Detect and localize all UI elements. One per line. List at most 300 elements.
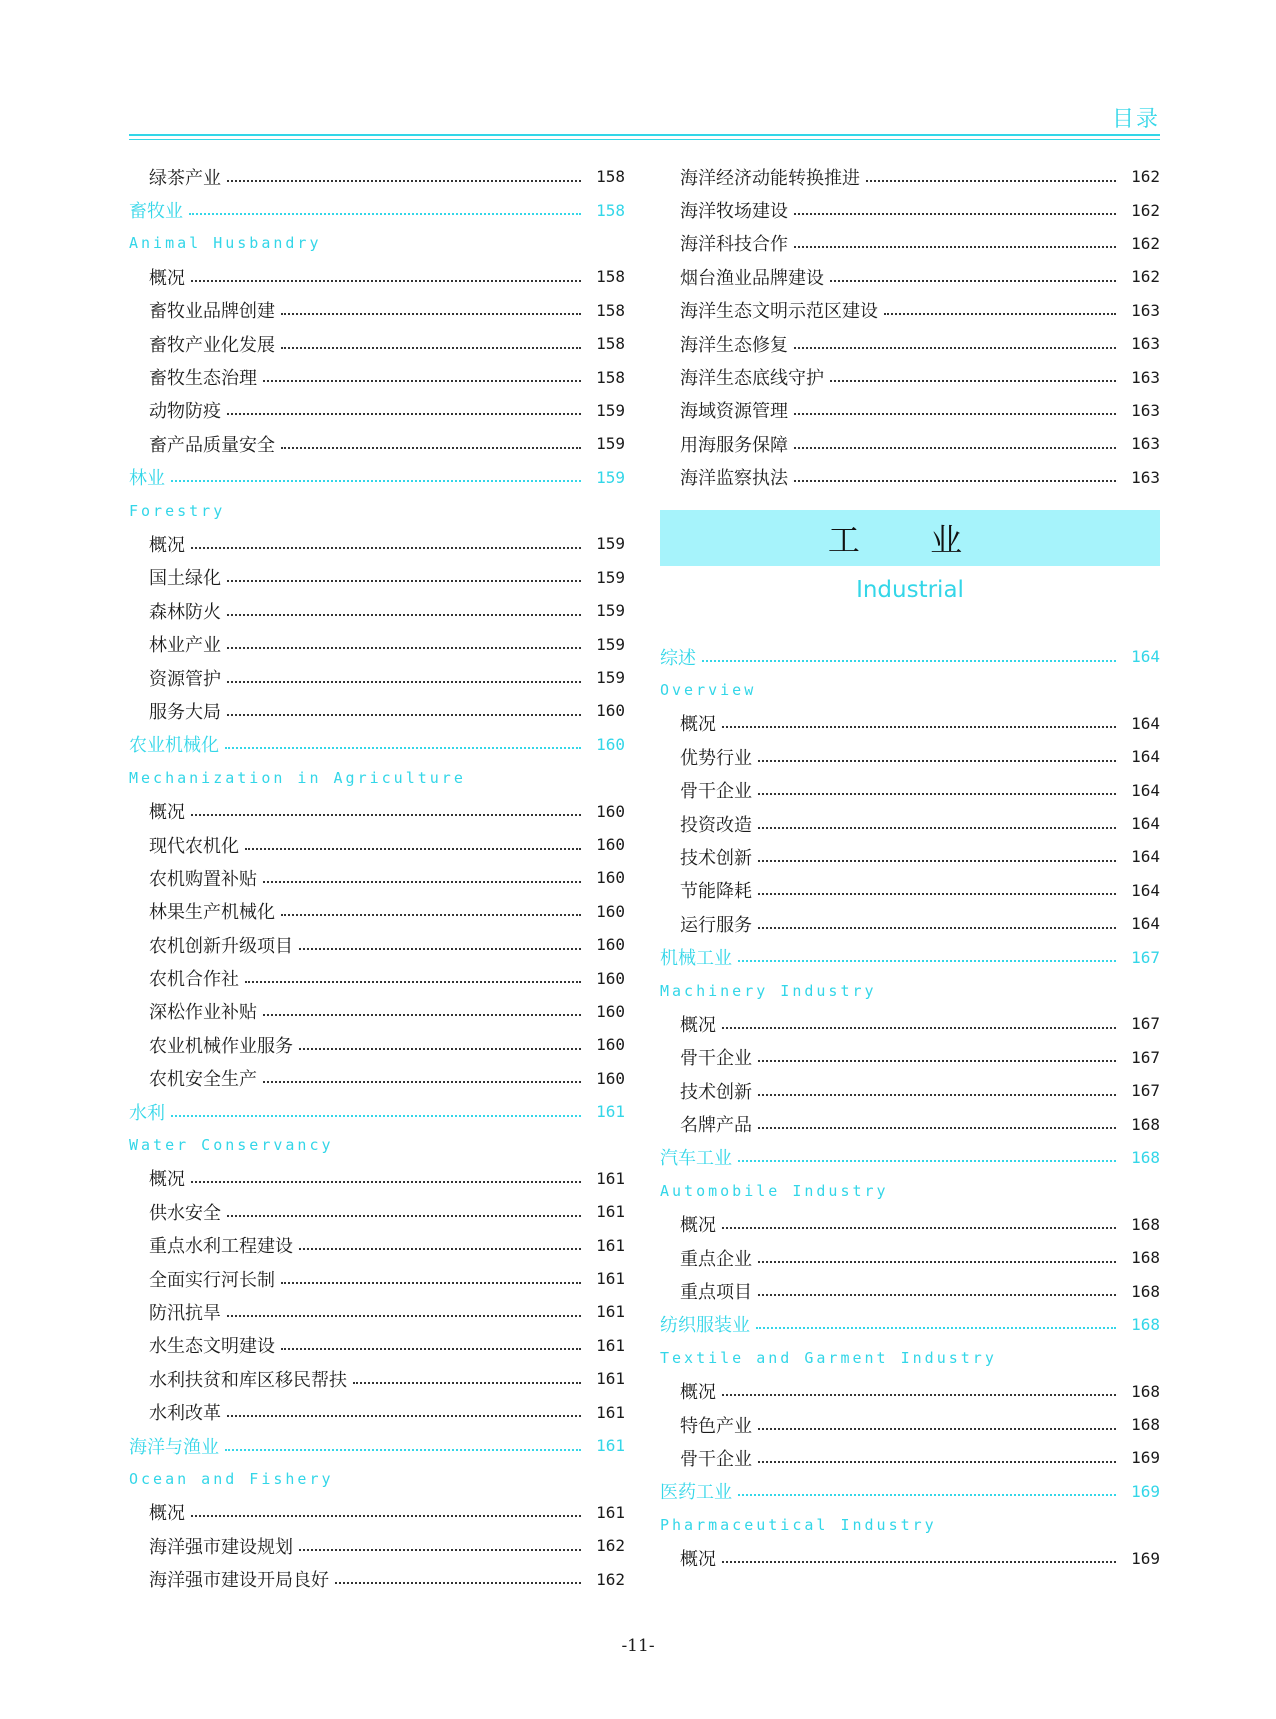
toc-right-top	[660, 160, 1160, 494]
toc-entry-title: 概况	[149, 1169, 185, 1191]
toc-entry-title: 海洋强市建设规划	[149, 1536, 293, 1558]
toc-entry-page: 159	[596, 601, 625, 621]
dot-leader	[722, 1227, 1116, 1229]
dot-leader	[227, 413, 581, 415]
toc-entry-title: 骨干企业	[680, 781, 752, 803]
toc-entry-title: 重点企业	[680, 1248, 752, 1270]
toc-entry[interactable]	[129, 594, 625, 627]
toc-entry-page: 160	[596, 901, 625, 921]
toc-section-english	[660, 673, 1160, 706]
toc-entry[interactable]	[129, 861, 625, 894]
dot-leader	[191, 280, 581, 282]
dot-leader	[263, 881, 581, 883]
toc-entry[interactable]	[129, 1162, 625, 1195]
toc-entry-page: 162	[596, 1536, 625, 1556]
toc-entry-title: 概况	[680, 1382, 716, 1404]
toc-entry-title: 概况	[680, 714, 716, 736]
toc-entry[interactable]	[660, 193, 1160, 226]
dot-leader	[189, 213, 581, 215]
toc-section-entry[interactable]	[660, 1475, 1160, 1508]
toc-entry[interactable]	[660, 461, 1160, 494]
toc-entry-page: 163	[1131, 434, 1160, 454]
toc-entry-page: 161	[596, 1269, 625, 1289]
toc-entry[interactable]	[660, 1107, 1160, 1140]
header-rule	[129, 134, 1160, 140]
toc-entry-page: 168	[1131, 1248, 1160, 1268]
toc-entry[interactable]	[129, 160, 625, 193]
toc-entry-page: 160	[596, 801, 625, 821]
toc-entry[interactable]	[660, 1541, 1160, 1574]
dot-leader	[227, 614, 581, 616]
toc-entry-page: 159	[596, 400, 625, 420]
toc-entry-title: 资源管护	[149, 668, 221, 690]
dot-leader	[281, 313, 581, 315]
dot-leader	[758, 860, 1116, 862]
toc-entry-page: 164	[1131, 647, 1160, 667]
toc-entry-page: 164	[1131, 747, 1160, 767]
toc-entry-page: 164	[1131, 847, 1160, 867]
toc-entry-page: 164	[1131, 780, 1160, 800]
dot-leader	[281, 1282, 581, 1284]
toc-entry-title: 海域资源管理	[680, 401, 788, 423]
chapter-title: 工 业	[827, 520, 993, 559]
toc-entry[interactable]	[129, 1295, 625, 1328]
toc-entry-title: 海洋生态修复	[680, 334, 788, 356]
toc-section-entry[interactable]	[129, 1429, 625, 1462]
toc-entry-page: 168	[1131, 1214, 1160, 1234]
toc-entry-title: 海洋与渔业	[129, 1436, 219, 1458]
toc-entry-page: 161	[596, 1335, 625, 1355]
dot-leader	[758, 1261, 1116, 1263]
toc-entry[interactable]	[129, 1562, 625, 1595]
toc-entry[interactable]	[129, 427, 625, 460]
toc-entry-page: 160	[596, 1035, 625, 1055]
toc-entry[interactable]	[660, 327, 1160, 360]
toc-entry-title: Mechanization in Agriculture	[129, 768, 466, 787]
toc-entry[interactable]	[129, 394, 625, 427]
toc-entry-page: 167	[1131, 947, 1160, 967]
toc-section-english	[129, 227, 625, 260]
dot-leader	[758, 1127, 1116, 1129]
dot-leader	[794, 447, 1116, 449]
toc-entry-page: 159	[596, 567, 625, 587]
toc-section-entry[interactable]	[660, 1308, 1160, 1341]
toc-entry-title: 骨干企业	[680, 1048, 752, 1070]
dot-leader	[335, 1582, 581, 1584]
toc-entry-page: 163	[1131, 300, 1160, 320]
toc-section-english	[660, 1508, 1160, 1541]
toc-entry-page: 168	[1131, 1314, 1160, 1334]
toc-entry-page: 169	[1131, 1548, 1160, 1568]
toc-entry[interactable]	[660, 1007, 1160, 1040]
toc-entry-title: 海洋生态文明示范区建设	[680, 301, 878, 323]
toc-section-english	[129, 761, 625, 794]
toc-entry[interactable]	[129, 260, 625, 293]
toc-entry-title: 技术创新	[680, 847, 752, 869]
toc-entry-title: 森林防火	[149, 601, 221, 623]
toc-entry-title: Ocean and Fishery	[129, 1469, 334, 1488]
dot-leader	[722, 1561, 1116, 1563]
dot-leader	[299, 1549, 581, 1551]
dot-leader	[758, 1060, 1116, 1062]
toc-entry-page: 161	[596, 1235, 625, 1255]
toc-entry-page: 158	[596, 167, 625, 187]
toc-entry-title: 烟台渔业品牌建设	[680, 267, 824, 289]
toc-entry-title: 概况	[680, 1014, 716, 1036]
toc-entry-title: 水利扶贫和库区移民帮扶	[149, 1369, 347, 1391]
toc-entry-page: 162	[1131, 167, 1160, 187]
toc-section-english	[660, 1174, 1160, 1207]
toc-entry-page: 161	[596, 1102, 625, 1122]
toc-entry-title: Forestry	[129, 501, 226, 520]
toc-entry[interactable]	[129, 1062, 625, 1095]
toc-entry-page: 169	[1131, 1448, 1160, 1468]
toc-entry[interactable]	[129, 961, 625, 994]
toc-entry-title: Textile and Garment Industry	[660, 1348, 997, 1367]
toc-entry-title: 供水安全	[149, 1202, 221, 1224]
toc-entry[interactable]	[660, 1041, 1160, 1074]
dot-leader	[263, 380, 581, 382]
toc-entry-title: 水利改革	[149, 1403, 221, 1425]
toc-entry-title: Pharmaceutical Industry	[660, 1515, 937, 1534]
dot-leader	[758, 1094, 1116, 1096]
toc-right-column	[660, 160, 1160, 1575]
toc-entry[interactable]	[129, 527, 625, 560]
toc-entry-title: 海洋科技合作	[680, 234, 788, 256]
toc-entry[interactable]	[660, 907, 1160, 940]
toc-entry-page: 158	[596, 267, 625, 287]
dot-leader	[794, 213, 1116, 215]
toc-entry-page: 163	[1131, 334, 1160, 354]
toc-section-entry[interactable]	[660, 640, 1160, 673]
toc-entry[interactable]	[129, 1229, 625, 1262]
dot-leader	[758, 1294, 1116, 1296]
toc-entry-title: Water Conservancy	[129, 1136, 334, 1155]
toc-entry[interactable]	[660, 1274, 1160, 1307]
toc-entry[interactable]	[129, 995, 625, 1028]
toc-entry[interactable]	[129, 1262, 625, 1295]
dot-leader	[299, 948, 581, 950]
toc-entry[interactable]	[129, 561, 625, 594]
dot-leader	[758, 827, 1116, 829]
toc-entry[interactable]	[129, 294, 625, 327]
dot-leader	[263, 1014, 581, 1016]
toc-entry-title: 水利	[129, 1102, 165, 1124]
toc-entry-page: 164	[1131, 713, 1160, 733]
toc-section-entry[interactable]	[129, 193, 625, 226]
toc-entry[interactable]	[660, 874, 1160, 907]
toc-entry-page: 158	[596, 367, 625, 387]
dot-leader	[794, 347, 1116, 349]
toc-entry-title: 海洋强市建设开局良好	[149, 1570, 329, 1592]
dot-leader	[702, 660, 1116, 662]
page-header-title: 目录	[1111, 107, 1160, 132]
toc-entry-title: 投资改造	[680, 814, 752, 836]
toc-entry-title: 农机购置补贴	[149, 868, 257, 890]
toc-entry-title: 优势行业	[680, 747, 752, 769]
toc-entry-page: 160	[596, 1001, 625, 1021]
toc-entry-page: 158	[596, 200, 625, 220]
dot-leader	[227, 580, 581, 582]
toc-entry-title: 林业	[129, 468, 165, 490]
toc-entry-title: 农业机械化	[129, 735, 219, 757]
toc-entry-title: 用海服务保障	[680, 434, 788, 456]
toc-entry-title: 林果生产机械化	[149, 902, 275, 924]
toc-section-entry[interactable]	[660, 1141, 1160, 1174]
toc-entry[interactable]	[129, 1329, 625, 1362]
toc-entry[interactable]	[129, 1195, 625, 1228]
toc-entry-title: 畜牧产业化发展	[149, 334, 275, 356]
toc-entry-title: 名牌产品	[680, 1115, 752, 1137]
toc-entry-page: 159	[596, 668, 625, 688]
toc-entry-title: Machinery Industry	[660, 981, 877, 1000]
dot-leader	[758, 927, 1116, 929]
toc-entry-page: 167	[1131, 1014, 1160, 1034]
toc-entry[interactable]	[129, 1028, 625, 1061]
toc-entry-title: 畜牧业品牌创建	[149, 301, 275, 323]
toc-entry-page: 161	[596, 1436, 625, 1456]
toc-entry[interactable]	[660, 260, 1160, 293]
dot-leader	[191, 1181, 581, 1183]
dot-leader	[227, 681, 581, 683]
chapter-subtitle: Industrial	[856, 576, 964, 603]
toc-entry-title: 骨干企业	[680, 1448, 752, 1470]
toc-entry-page: 168	[1131, 1281, 1160, 1301]
dot-leader	[758, 1461, 1116, 1463]
toc-entry-title: 综述	[660, 647, 696, 669]
toc-entry[interactable]	[660, 1074, 1160, 1107]
toc-entry-page: 163	[1131, 367, 1160, 387]
toc-entry-title: 畜牧业	[129, 201, 183, 223]
dot-leader	[794, 246, 1116, 248]
toc-entry[interactable]	[660, 1441, 1160, 1474]
toc-entry-page: 161	[596, 1202, 625, 1222]
dot-leader	[722, 726, 1116, 728]
toc-left-column	[129, 160, 625, 1596]
dot-leader	[227, 1315, 581, 1317]
toc-entry-page: 164	[1131, 880, 1160, 900]
toc-entry[interactable]	[129, 1496, 625, 1529]
dot-leader	[794, 413, 1116, 415]
toc-entry-title: 纺织服装业	[660, 1315, 750, 1337]
toc-entry[interactable]	[660, 427, 1160, 460]
toc-entry-title: 畜牧生态治理	[149, 368, 257, 390]
toc-entry[interactable]	[660, 394, 1160, 427]
toc-entry[interactable]	[660, 360, 1160, 393]
toc-entry-page: 158	[596, 300, 625, 320]
toc-entry-title: 特色产业	[680, 1415, 752, 1437]
dot-leader	[227, 180, 581, 182]
toc-entry-title: 节能降耗	[680, 881, 752, 903]
toc-section-english	[129, 1128, 625, 1161]
toc-entry-title: 重点水利工程建设	[149, 1236, 293, 1258]
toc-entry[interactable]	[129, 828, 625, 861]
toc-entry[interactable]	[129, 895, 625, 928]
dot-leader	[245, 981, 581, 983]
toc-section-entry[interactable]	[660, 940, 1160, 973]
dot-leader	[281, 1348, 581, 1350]
dot-leader	[758, 1428, 1116, 1430]
toc-entry[interactable]	[660, 1241, 1160, 1274]
toc-entry-title: 农机安全生产	[149, 1069, 257, 1091]
dot-leader	[830, 380, 1116, 382]
toc-entry-page: 162	[1131, 233, 1160, 253]
toc-entry[interactable]	[129, 327, 625, 360]
toc-entry[interactable]	[129, 360, 625, 393]
toc-entry-title: 海洋监察执法	[680, 468, 788, 490]
toc-entry-page: 161	[596, 1302, 625, 1322]
dot-leader	[227, 1215, 581, 1217]
toc-entry-page: 158	[596, 334, 625, 354]
toc-entry[interactable]	[129, 627, 625, 660]
toc-entry-title: 重点项目	[680, 1282, 752, 1304]
dot-leader	[227, 1415, 581, 1417]
toc-entry-title: 服务大局	[149, 701, 221, 723]
toc-section-english	[129, 494, 625, 527]
toc-entry-title: 国土绿化	[149, 568, 221, 590]
toc-entry-title: 深松作业补贴	[149, 1002, 257, 1024]
dot-leader	[191, 814, 581, 816]
toc-entry-page: 168	[1131, 1147, 1160, 1167]
toc-entry-title: 海洋牧场建设	[680, 201, 788, 223]
toc-entry[interactable]	[660, 840, 1160, 873]
toc-entry-title: 海洋生态底线守护	[680, 368, 824, 390]
dot-leader	[227, 714, 581, 716]
toc-entry-title: 技术创新	[680, 1081, 752, 1103]
dot-leader	[299, 1048, 581, 1050]
toc-entry-page: 161	[596, 1369, 625, 1389]
dot-leader	[722, 1027, 1116, 1029]
toc-entry-title: 动物防疫	[149, 401, 221, 423]
dot-leader	[758, 760, 1116, 762]
page-number: -11-	[621, 1636, 655, 1656]
toc-entry-title: 现代农机化	[149, 835, 239, 857]
toc-entry[interactable]	[129, 1529, 625, 1562]
toc-entry-title: 概况	[680, 1215, 716, 1237]
toc-entry[interactable]	[129, 928, 625, 961]
dot-leader	[794, 480, 1116, 482]
dot-leader	[738, 960, 1116, 962]
toc-entry-title: Automobile Industry	[660, 1181, 889, 1200]
toc-entry-page: 168	[1131, 1415, 1160, 1435]
toc-entry-title: 农机合作社	[149, 969, 239, 991]
dot-leader	[758, 793, 1116, 795]
toc-entry[interactable]	[660, 1208, 1160, 1241]
toc-entry-title: 概况	[149, 1503, 185, 1525]
toc-entry-title: Animal Husbandry	[129, 234, 322, 253]
dot-leader	[353, 1382, 581, 1384]
toc-entry-page: 162	[1131, 267, 1160, 287]
toc-entry[interactable]	[129, 1362, 625, 1395]
dot-leader	[225, 747, 581, 749]
dot-leader	[758, 893, 1116, 895]
toc-section-entry[interactable]	[129, 461, 625, 494]
toc-section-entry[interactable]	[129, 728, 625, 761]
toc-entry[interactable]	[660, 1408, 1160, 1441]
toc-entry-title: 概况	[149, 802, 185, 824]
toc-entry-page: 167	[1131, 1047, 1160, 1067]
toc-section-english	[660, 1341, 1160, 1374]
toc-entry-title: 水生态文明建设	[149, 1336, 275, 1358]
toc-entry-page: 160	[596, 701, 625, 721]
toc-entry-page: 159	[596, 434, 625, 454]
toc-entry-page: 159	[596, 534, 625, 554]
toc-entry[interactable]	[129, 694, 625, 727]
toc-entry-title: 绿茶产业	[149, 167, 221, 189]
toc-entry[interactable]	[660, 1375, 1160, 1408]
toc-entry-page: 162	[1131, 200, 1160, 220]
toc-entry-page: 161	[596, 1402, 625, 1422]
toc-entry-page: 164	[1131, 914, 1160, 934]
toc-entry-title: 汽车工业	[660, 1148, 732, 1170]
dot-leader	[884, 313, 1116, 315]
toc-entry-title: 海洋经济动能转换推进	[680, 167, 860, 189]
dot-leader	[225, 1449, 581, 1451]
toc-entry-page: 159	[596, 634, 625, 654]
dot-leader	[281, 347, 581, 349]
toc-entry[interactable]	[129, 794, 625, 827]
toc-entry-page: 160	[596, 968, 625, 988]
dot-leader	[722, 1394, 1116, 1396]
toc-entry-page: 164	[1131, 814, 1160, 834]
toc-entry-title: 运行服务	[680, 914, 752, 936]
toc-entry[interactable]	[660, 773, 1160, 806]
toc-entry[interactable]	[660, 707, 1160, 740]
dot-leader	[281, 914, 581, 916]
toc-section-english	[660, 974, 1160, 1007]
toc-section-entry[interactable]	[129, 1095, 625, 1128]
toc-right-bottom	[660, 640, 1160, 1575]
toc-entry-page: 160	[596, 868, 625, 888]
dot-leader	[299, 1248, 581, 1250]
toc-entry-title: 林业产业	[149, 635, 221, 657]
toc-entry-title: 防汛抗旱	[149, 1302, 221, 1324]
toc-entry[interactable]	[660, 227, 1160, 260]
toc-entry-page: 168	[1131, 1381, 1160, 1401]
toc-entry-title: 医药工业	[660, 1482, 732, 1504]
toc-entry-title: 机械工业	[660, 948, 732, 970]
toc-entry[interactable]	[660, 807, 1160, 840]
toc-entry-title: 概况	[149, 267, 185, 289]
toc-entry-page: 159	[596, 467, 625, 487]
dot-leader	[756, 1327, 1116, 1329]
dot-leader	[738, 1160, 1116, 1162]
toc-entry-page: 160	[596, 835, 625, 854]
dot-leader	[171, 1115, 581, 1117]
toc-entry-page: 160	[596, 734, 625, 754]
toc-entry-title: 全面实行河长制	[149, 1269, 275, 1291]
chapter-banner	[660, 510, 1160, 566]
toc-entry-page: 168	[1131, 1114, 1160, 1134]
dot-leader	[191, 547, 581, 549]
dot-leader	[830, 280, 1116, 282]
toc-entry-page: 167	[1131, 1081, 1160, 1101]
toc-entry[interactable]	[660, 160, 1160, 193]
dot-leader	[245, 848, 581, 850]
toc-entry-title: 概况	[680, 1549, 716, 1571]
toc-entry[interactable]	[129, 1395, 625, 1428]
toc-entry-title: Overview	[660, 680, 757, 699]
toc-entry[interactable]	[660, 740, 1160, 773]
toc-section-english	[129, 1462, 625, 1495]
toc-entry-page: 163	[1131, 467, 1160, 487]
toc-entry-page: 161	[596, 1502, 625, 1522]
dot-leader	[227, 647, 581, 649]
toc-entry[interactable]	[660, 294, 1160, 327]
toc-entry[interactable]	[129, 661, 625, 694]
toc-entry-page: 160	[596, 1068, 625, 1088]
dot-leader	[191, 1515, 581, 1517]
